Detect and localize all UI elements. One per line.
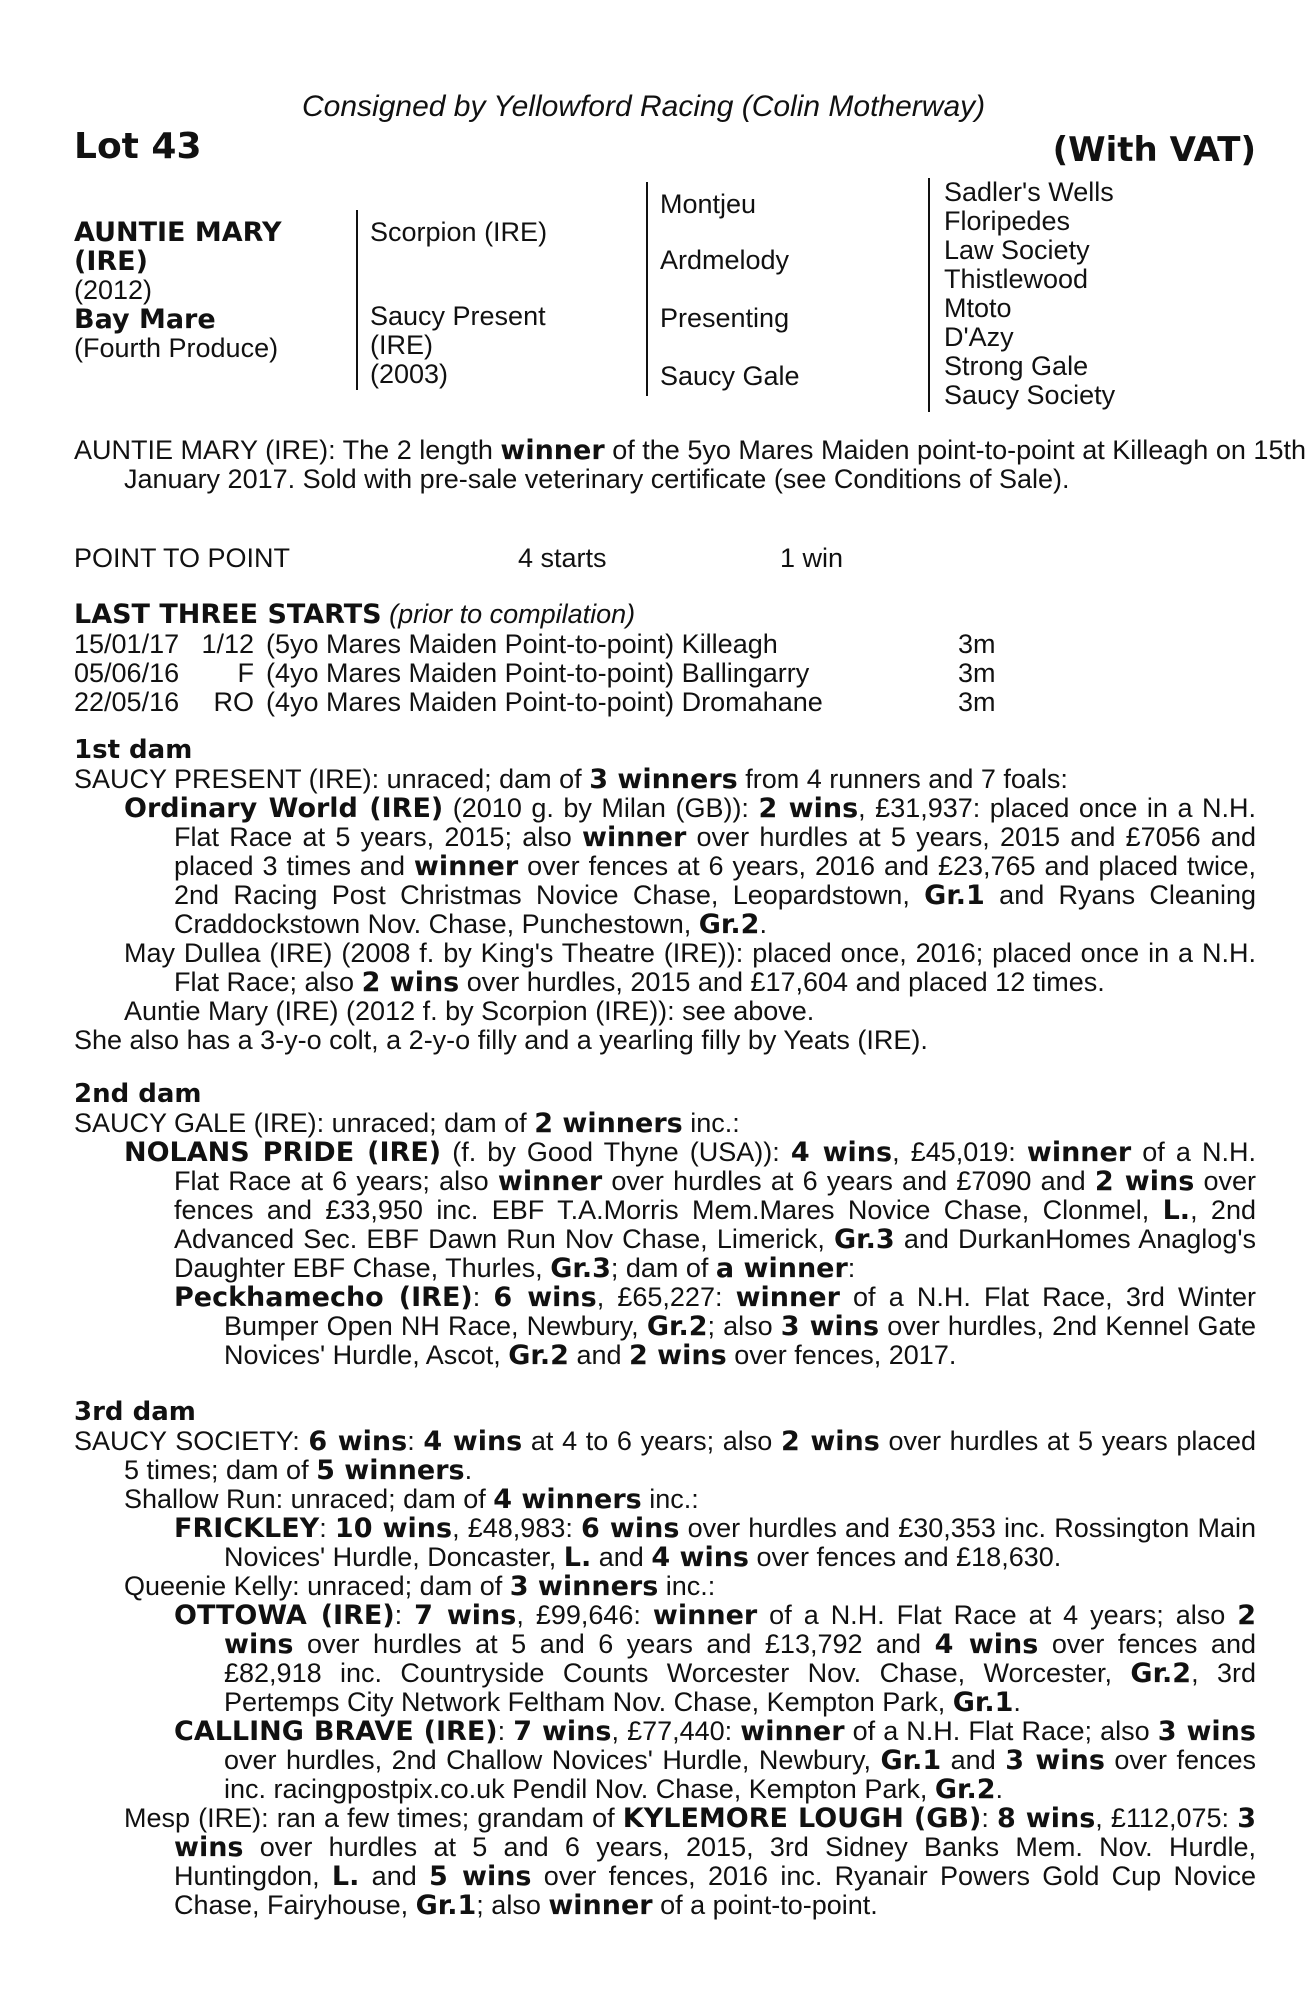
great-grandparent: Strong Gale (944, 351, 1089, 381)
great-grandparent: Mtoto (944, 293, 1012, 323)
great-grandparent: Saucy Society (944, 380, 1116, 410)
great-grandparent: Thistlewood (944, 264, 1089, 294)
pedigree-parents (356, 210, 568, 390)
progeny-entry: OTTOWA (IRE): 7 wins, £99,646: winner of a N.H. Flat Race at 4 years; also 2 wins over hurdles at 5 and 6 years and £13,792 and 4 wins over fences and £82,918 inc. Countryside Counts Worcester Nov. Chase, Worcester, Gr.2, 3rd Pertemps City Network Feltham Nov. Chase, Kempton Park, Gr.1. (174, 1600, 1257, 1718)
last-three-note: (prior to compilation) (389, 599, 636, 629)
grandparent: Presenting (660, 303, 790, 333)
horse-summary (74, 218, 314, 363)
dam-summary: SAUCY GALE (IRE): unraced; dam of 2 winners inc.: (74, 1108, 740, 1139)
consignor-line: Consigned by Yellowford Racing (Colin Motherway) (302, 90, 986, 123)
progeny-entry: May Dullea (IRE) (2008 f. by King's Theatre (IRE)): placed once, 2016; placed once in a N.H. Flat Race; also 2 wins over hurdles, 2015 and £17,604 and placed 12 times. (124, 938, 1256, 998)
ptp-wins: 1 win (780, 543, 844, 573)
third-dam-section (74, 1398, 1256, 1920)
dam-summary: SAUCY PRESENT (IRE): unraced; dam of 3 winners from 4 runners and 7 foals: (74, 764, 1068, 795)
table-row: 22/05/16 RO (4yo Mares Maiden Point-to-point) Dromahane 3m (74, 687, 996, 717)
section-heading: 2nd dam (74, 1079, 202, 1109)
progeny-entry: Auntie Mary (IRE) (2012 f. by Scorpion (IRE)): see above. (124, 996, 815, 1026)
horse-country: (IRE) (74, 246, 148, 277)
progeny-entry: NOLANS PRIDE (IRE) (f. by Good Thyne (USA)): 4 wins, £45,019: winner of a N.H. Flat Race at 6 years; also winner over hurdles at 6 years and £7090 and 2 wins over fences and £33,950 inc. EBF T.A.Morris Mem.Mares Novice Chase, Clonmel, L., 2nd Advanced Sec. EBF Dawn Run Nov Chase, Limerick, Gr.3 and DurkanHomes Anaglog's Daughter EBF Chase, Thurles, Gr.3; dam of a winner: (124, 1137, 1256, 1284)
lot-number: Lot 43 (74, 126, 202, 167)
progeny-entry: Queenie Kelly: unraced; dam of 3 winners inc.: (124, 1571, 716, 1602)
grandparent: Ardmelody (660, 245, 790, 275)
progeny-entry: Ordinary World (IRE) (2010 g. by Milan (GB)): 2 wins, £31,937: placed once in a N.H. Flat Race at 5 years, 2015; also winner over hurdles at 5 years, 2015 and £7056 and placed 3 times and winner over fences at 6 years, 2016 and £23,765 and placed twice, 2nd Racing Post Christmas Novice Chase, Leopardstown, Gr.1 and Ryans Cleaning Craddockstown Nov. Chase, Punchestown, Gr.2. (124, 793, 1256, 940)
grandparent: Montjeu (660, 189, 757, 219)
progeny-entry: Peckhamecho (IRE): 6 wins, £65,227: winner of a N.H. Flat Race, 3rd Winter Bumper Open NH Race, Newbury, Gr.2; also 3 wins over hurdles, 2nd Kennel Gate Novices' Hurdle, Ascot, Gr.2 and 2 wins over fences, 2017. (174, 1282, 1256, 1371)
great-grandparent: Law Society (944, 235, 1090, 265)
dam-line1: Saucy Present (370, 301, 546, 331)
also-has-note: She also has a 3-y-o colt, a 2-y-o filly and a yearling filly by Yeats (IRE). (74, 1025, 928, 1055)
progeny-entry: FRICKLEY: 10 wins, £48,983: 6 wins over hurdles and £30,353 inc. Rossington Main Novices' Hurdle, Doncaster, L. and 4 wins over fences and £18,630. (174, 1513, 1256, 1573)
horse-colour-sex: Bay Mare (74, 304, 216, 335)
progeny-entry: Shallow Run: unraced; dam of 4 winners inc.: (124, 1484, 699, 1515)
sire: Scorpion (IRE) (370, 217, 548, 247)
dam-line3: (2003) (370, 359, 449, 389)
grandparent: Saucy Gale (660, 361, 800, 391)
great-grandparent: D'Azy (944, 322, 1014, 352)
pedigree-great-grandparents (928, 178, 1250, 412)
table-row: 15/01/17 1/12 (5yo Mares Maiden Point-to-point) Killeagh 3m (74, 629, 996, 659)
great-grandparent: Floripedes (944, 206, 1071, 236)
pedigree-grandparents (646, 182, 878, 396)
section-heading: 3rd dam (74, 1397, 196, 1427)
ptp-label: POINT TO POINT (74, 543, 291, 573)
point-to-point-record (74, 544, 1256, 574)
horse-name: AUNTIE MARY (74, 217, 282, 248)
last-three-starts (74, 600, 1256, 717)
horse-year: (2012) (74, 275, 153, 305)
first-dam-section (74, 736, 1256, 1055)
dam-summary: SAUCY SOCIETY: 6 wins: 4 wins at 4 to 6 years; also 2 wins over hurdles at 5 years placed 5 times; dam of 5 winners. (74, 1426, 1256, 1486)
progeny-entry: Mesp (IRE): ran a few times; grandam of KYLEMORE LOUGH (GB): 8 wins, £112,075: 3 wins over hurdles at 5 and 6 years, 2015, 3rd Sidney Banks Mem. Nov. Hurdle, Huntingdon, L. and 5 wins over fences, 2016 inc. Ryanair Powers Gold Cup Novice Chase, Fairyhouse, Gr.1; also winner of a point-to-point. (124, 1803, 1256, 1921)
last-three-title: LAST THREE STARTS (74, 599, 382, 630)
progeny-entry: CALLING BRAVE (IRE): 7 wins, £77,440: winner of a N.H. Flat Race; also 3 wins over hurdles, 2nd Challow Novices' Hurdle, Newbury, Gr.1 and 3 wins over fences inc. racingpostpix.co.uk Pendil Nov. Chase, Kempton Park, Gr.2. (174, 1716, 1256, 1805)
intro-paragraph: AUNTIE MARY (IRE): The 2 length winner of the 5yo Mares Maiden point-to-point at Killeagh on 15th January 2017. Sold with pre-sale veterinary certificate (see Conditions of Sale). (74, 435, 1306, 494)
second-dam-section (74, 1080, 1256, 1370)
section-heading: 1st dam (74, 735, 193, 765)
table-row: 05/06/16 F (4yo Mares Maiden Point-to-point) Ballingarry 3m (74, 658, 996, 688)
ptp-starts: 4 starts (518, 543, 607, 573)
dam-line2: (IRE) (370, 330, 433, 360)
horse-produce: (Fourth Produce) (74, 333, 279, 363)
great-grandparent: Sadler's Wells (944, 177, 1114, 207)
vat-label: (With VAT) (1052, 130, 1256, 170)
